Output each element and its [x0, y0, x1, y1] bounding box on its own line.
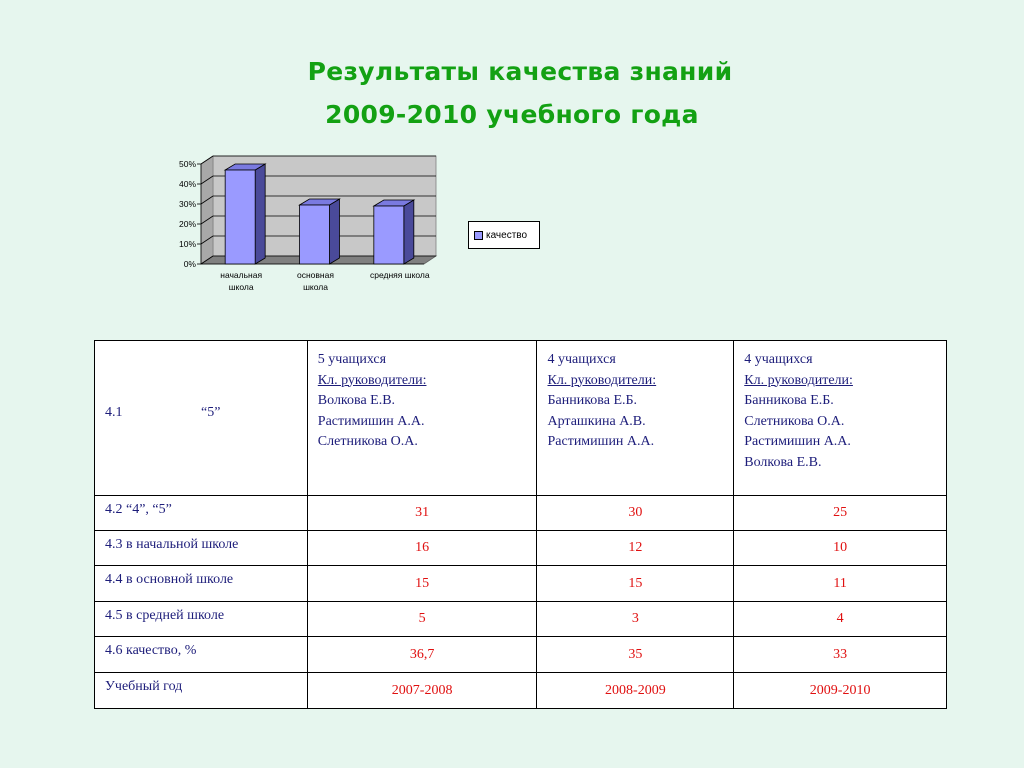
class-teachers-heading: Кл. руководители: [547, 372, 657, 388]
teacher-name: Банникова Е.Б. [547, 393, 638, 408]
y-tick-label: 10% [178, 239, 196, 249]
page-title-line2: 2009-2010 учебного года [325, 100, 699, 129]
row-grade: “5” [201, 405, 221, 420]
cell-value: 2009-2010 [734, 673, 947, 709]
results-table [94, 340, 947, 709]
cell-value: 15 [537, 566, 734, 602]
x-tick-label: основная [297, 270, 334, 280]
row-label: 4.6 качество, % [95, 637, 308, 673]
chart-legend [468, 221, 540, 249]
bar-side [255, 164, 265, 264]
legend-label: качество [486, 229, 528, 241]
teacher-name: Арташкина А.В. [547, 413, 646, 429]
bar [225, 170, 255, 264]
cell-value: 4 [734, 602, 947, 637]
row-label: 4.3 в начальной школе [95, 531, 308, 566]
cell-value: 10 [734, 531, 947, 566]
x-tick-label: школа [303, 282, 328, 292]
teacher-name: Растимишин А.А. [317, 413, 425, 429]
students-count: 4 учащихся [547, 352, 616, 367]
cell-value: 5 [307, 602, 537, 637]
teacher-name: Слетникова О.А. [744, 413, 845, 429]
table-row [95, 566, 947, 602]
cell-value: 36,7 [307, 637, 537, 673]
class-teachers-heading: Кл. руководители: [317, 372, 427, 388]
page-title-line1: Результаты качества знаний [307, 57, 733, 86]
bar-chart [168, 148, 448, 303]
x-tick-label: начальная [220, 270, 263, 280]
row-label: 4.4 в основной школе [95, 566, 308, 602]
table-row [95, 341, 947, 496]
y-tick-label: 50% [178, 159, 196, 169]
cell-value: 2007-2008 [307, 673, 537, 709]
row-number: 4.1 [105, 405, 123, 420]
teacher-name: Волкова Е.В. [317, 393, 396, 408]
info-cell-col1 [307, 341, 537, 496]
cell-value: 35 [537, 637, 734, 673]
y-tick-label: 30% [178, 199, 196, 209]
bar-side [404, 200, 414, 264]
row-label: Учебный год [95, 673, 308, 709]
cell-value: 12 [537, 531, 734, 566]
y-tick-label: 20% [178, 219, 196, 229]
row-label-4-1 [95, 341, 308, 496]
legend-swatch [474, 231, 483, 240]
bar-side [330, 199, 340, 264]
y-tick-label: 0% [183, 259, 196, 269]
table-row [95, 531, 947, 566]
bar [300, 205, 330, 264]
cell-value: 2008-2009 [537, 673, 734, 709]
row-label: 4.5 в средней школе [95, 602, 308, 637]
cell-value: 33 [734, 637, 947, 673]
row-label: 4.2 “4”, “5” [95, 496, 308, 531]
cell-value: 31 [307, 496, 537, 531]
table-row [95, 496, 947, 531]
table-row [95, 673, 947, 709]
bar-chart-svg [168, 148, 458, 308]
bar [374, 206, 404, 264]
students-count: 4 учащихся [744, 352, 813, 367]
teacher-name: Волкова Е.В. [744, 454, 822, 470]
cell-value: 15 [307, 566, 537, 602]
cell-value: 3 [537, 602, 734, 637]
x-tick-label: школа [228, 282, 254, 292]
info-cell-col2 [537, 341, 734, 496]
class-teachers-heading: Кл. руководители: [744, 372, 853, 388]
table-row [95, 602, 947, 637]
y-tick-label: 40% [178, 179, 196, 189]
teacher-name: Слетникова О.А. [317, 434, 418, 449]
x-tick-label: средняя школа [370, 270, 430, 280]
cell-value: 11 [734, 566, 947, 602]
table-row [95, 637, 947, 673]
cell-value: 16 [307, 531, 537, 566]
cell-value: 30 [537, 496, 734, 531]
teacher-name: Растимишин А.А. [547, 434, 655, 449]
teacher-name: Банникова Е.Б. [744, 393, 834, 408]
info-cell-col3 [734, 341, 947, 496]
students-count: 5 учащихся [317, 352, 387, 367]
chart-side-wall [201, 156, 213, 264]
cell-value: 25 [734, 496, 947, 531]
teacher-name: Растимишин А.А. [744, 434, 851, 449]
